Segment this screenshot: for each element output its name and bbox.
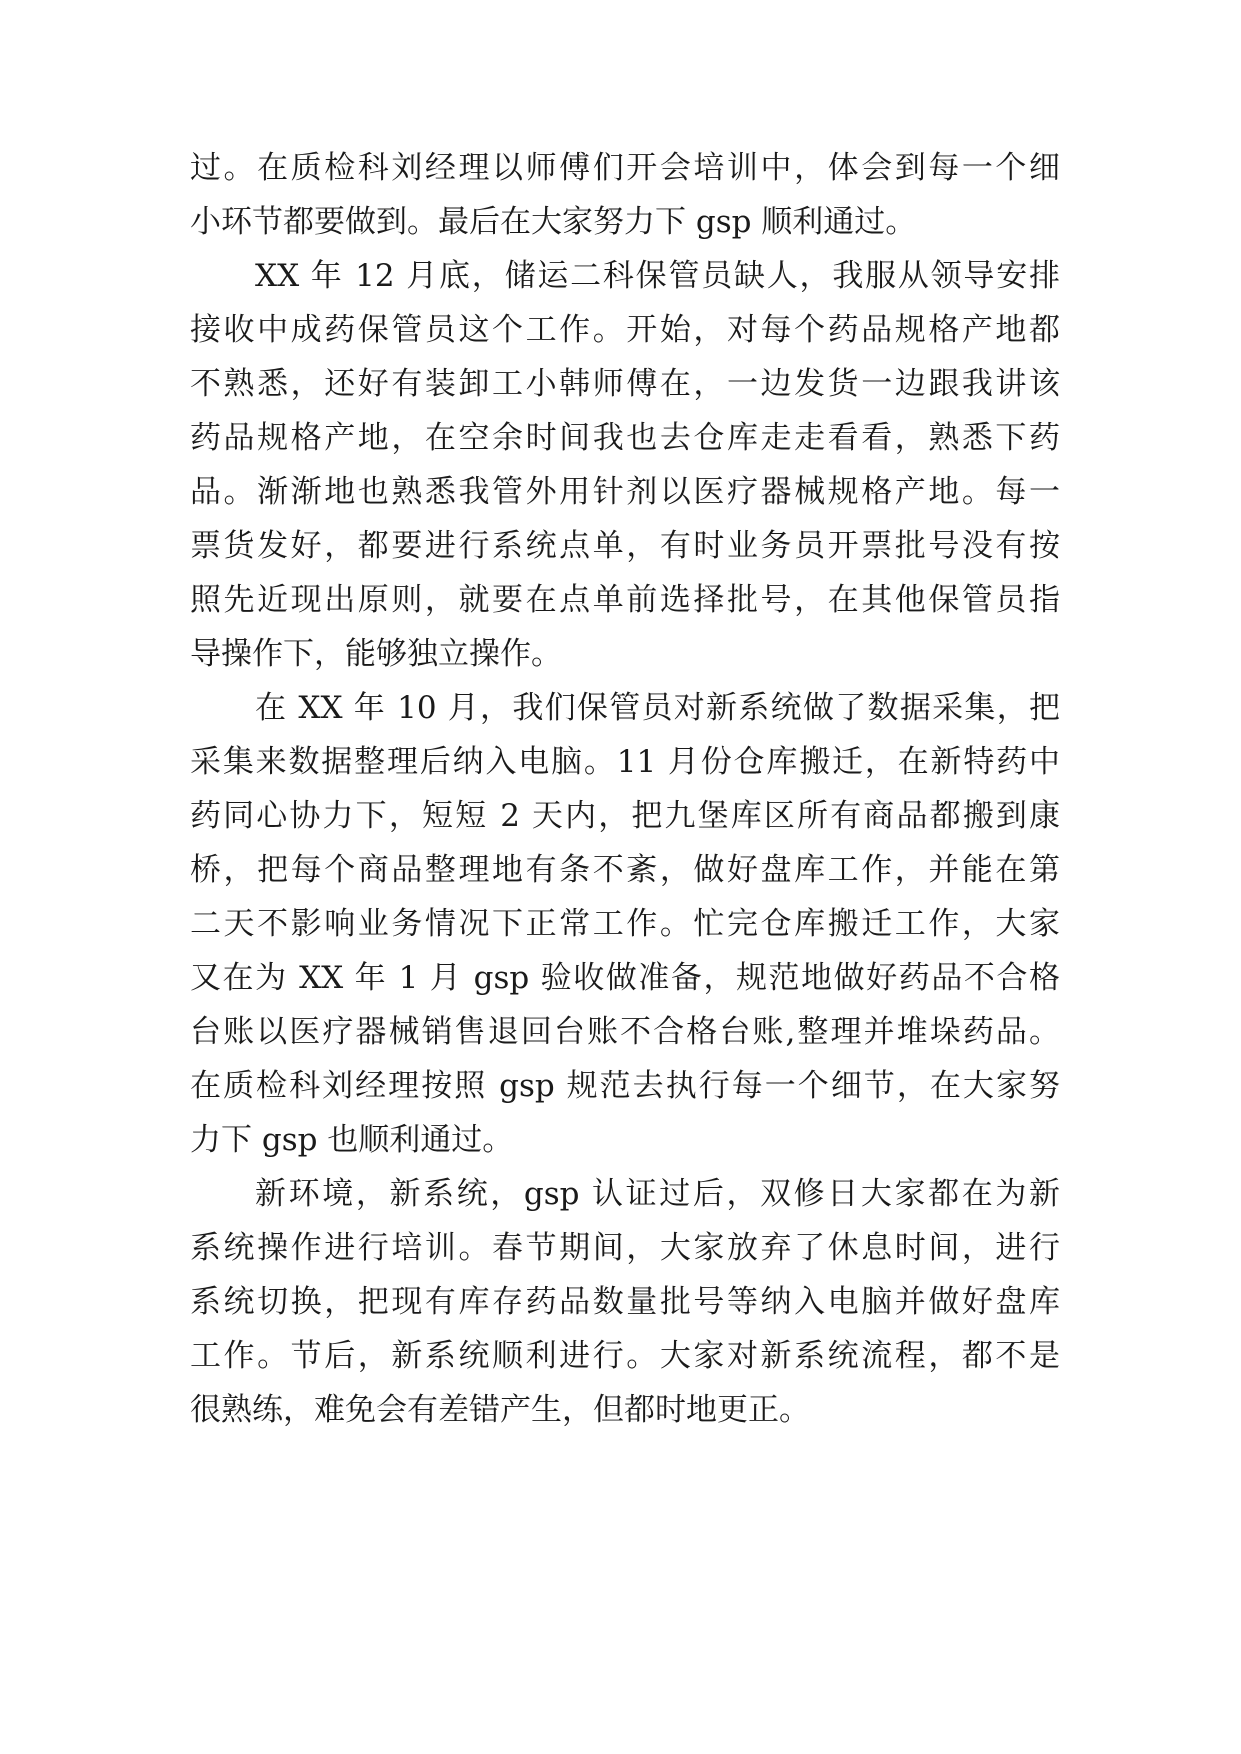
text-line: 又在为 XX 年 1 月 gsp 验收做准备，规范地做好药品不合格 [190, 960, 1060, 996]
text-line: 药同心协力下，短短 2 天内，把九堡库区所有商品都搬到康 [190, 798, 1060, 834]
text-line: 票货发好，都要进行系统点单，有时业务员开票批号没有按 [190, 528, 1060, 564]
text-line: 过。在质检科刘经理以师傅们开会培训中，体会到每一个细 [190, 150, 1060, 186]
text-line: 工作。节后，新系统顺利进行。大家对新系统流程，都不是 [190, 1338, 1060, 1374]
text-line: 接收中成药保管员这个工作。开始，对每个药品规格产地都 [190, 312, 1060, 348]
text-line: 新环境，新系统，gsp 认证过后，双修日大家都在为新 [255, 1176, 1060, 1212]
text-line: 小环节都要做到。最后在大家努力下 gsp 顺利通过。 [190, 204, 917, 240]
text-line: 很熟练，难免会有差错产生，但都时地更正。 [190, 1392, 810, 1428]
text-line: 采集来数据整理后纳入电脑。11 月份仓库搬迁，在新特药中 [190, 744, 1060, 780]
text-line: XX 年 12 月底，储运二科保管员缺人，我服从领导安排 [255, 258, 1060, 294]
text-line: 品。渐渐地也熟悉我管外用针剂以医疗器械规格产地。每一 [190, 474, 1060, 510]
text-line: 药品规格产地，在空余时间我也去仓库走走看看，熟悉下药 [190, 420, 1060, 456]
text-line: 导操作下，能够独立操作。 [190, 636, 562, 672]
text-line: 不熟悉，还好有装卸工小韩师傅在，一边发货一边跟我讲该 [190, 366, 1060, 402]
text-line: 力下 gsp 也顺利通过。 [190, 1122, 514, 1158]
text-line: 台账以医疗器械销售退回台账不合格台账,整理并堆垛药品。 [190, 1014, 1060, 1050]
text-line: 桥，把每个商品整理地有条不紊，做好盘库工作，并能在第 [190, 852, 1060, 888]
text-line: 系统切换，把现有库存药品数量批号等纳入电脑并做好盘库 [190, 1284, 1060, 1320]
text-line: 在 XX 年 10 月，我们保管员对新系统做了数据采集，把 [255, 690, 1060, 726]
text-line: 系统操作进行培训。春节期间，大家放弃了休息时间，进行 [190, 1230, 1060, 1266]
text-line: 在质检科刘经理按照 gsp 规范去执行每一个细节，在大家努 [190, 1068, 1060, 1104]
text-line: 二天不影响业务情况下正常工作。忙完仓库搬迁工作，大家 [190, 906, 1060, 942]
text-line: 照先近现出原则，就要在点单前选择批号，在其他保管员指 [190, 582, 1060, 618]
